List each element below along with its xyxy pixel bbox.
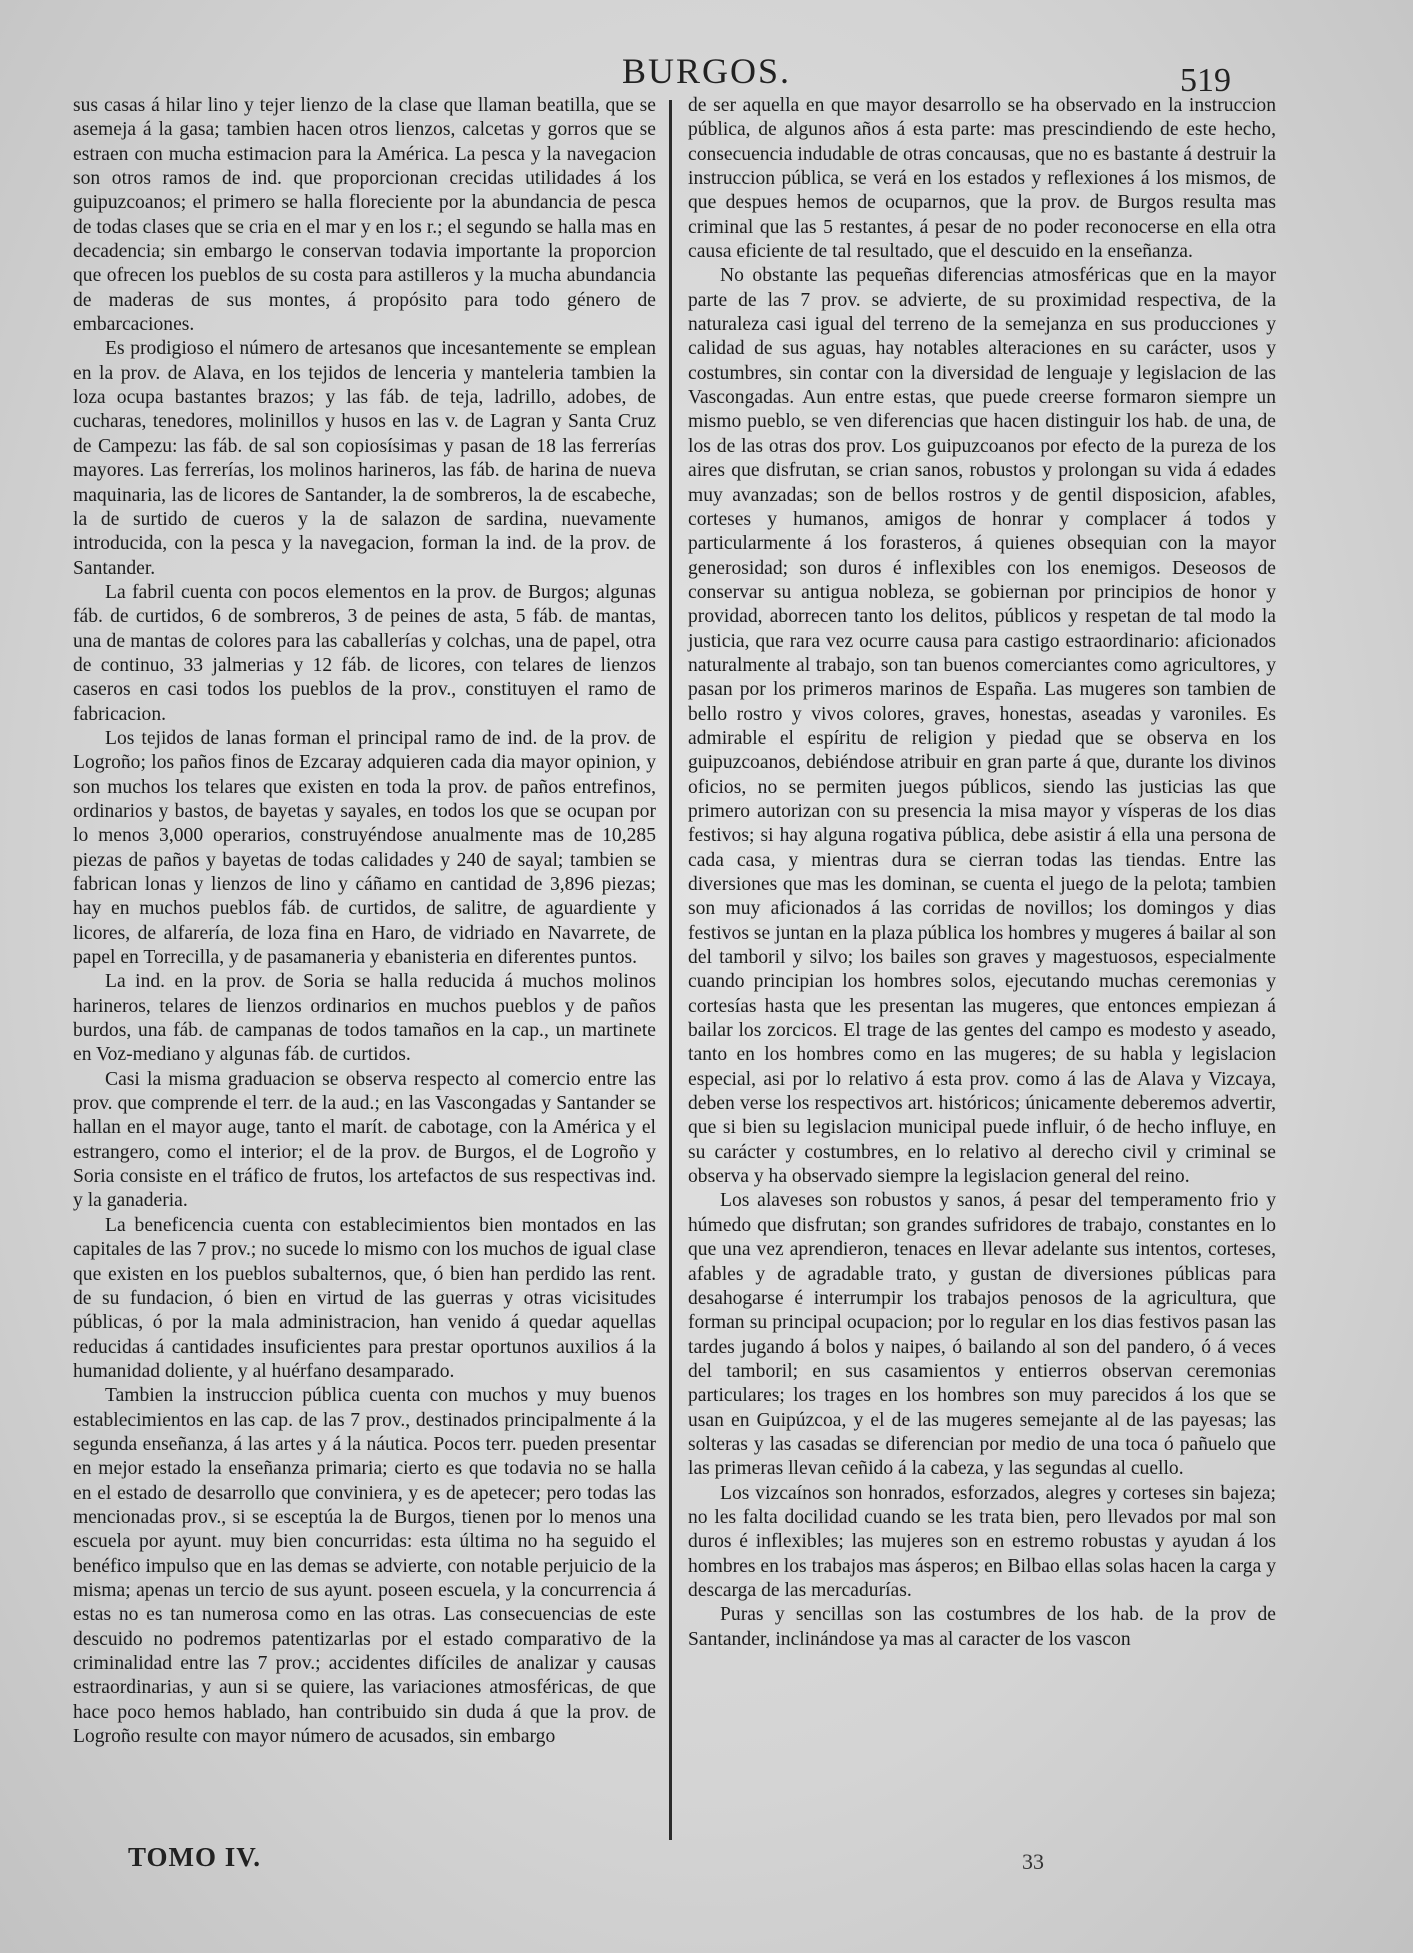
- paragraph: La ind. en la prov. de Soria se halla reducida á muchos molinos harineros, telares de lienzos ordinarios en muchos pueblos y de paños burdos, una fáb. de campanas de todos tamaños en la cap., un martinete en Voz-mediano y algunas fáb. de curtidos.: [73, 971, 656, 1066]
- paragraph: La beneficencia cuenta con establecimientos bien montados en las capitales de las 7 prov.; no sucede lo mismo con los muchos de igual clase que existen en los pueblos subalternos, que, ó bien han perdido las rent. de su fundacion, ó bien en virtud de las guerras y otras vicisitudes públicas, ó por la mala administracion, han venido á quedar aquellas reducidas á cantidades insuficientes para prestar oportunos auxilios á la humanidad doliente, y al huérfano desamparado.: [73, 1214, 656, 1382]
- left-column: [73, 94, 656, 1749]
- paragraph: de ser aquella en que mayor desarrollo se ha observado en la instruccion pública, de algunos años á esta parte: mas prescindiendo de este hecho, consecuencia indudable de otras concausas, que no es bastante á destruir la instruccion pública, se verá en los estados y reflexiones á los mismos, de que despues hemos de ocuparnos, que la prov. de Burgos resulta mas criminal que las 5 restantes, á pesar de no poder reconocerse en ella otra causa eficiente de tal resultado, que el descuido en la enseñanza.: [688, 95, 1276, 263]
- paragraph: Los alaveses son robustos y sanos, á pesar del temperamento frio y húmedo que disfrutan; son grandes sufridores de trabajo, constantes en lo que una vez aprendieron, tenaces en llevar adelante sus intentos, corteses, afables y de agradable trato, y gustan de diversiones públicas para desahogarse é interrumpir los trabajos penosos de la agricultura, que forman su principal ocupacion; por lo regular en los dias festivos pasan las tardes jugando á bolos y naipes, ó bailando al son del pandero, ó á veces del tamboril; en sus casamientos y entierros observan ceremonias particulares; los trages en los hombres son muy parecidos á los que se usan en Guipúzcoa, y el de las mugeres semejante al de las payesas; las solteras y las casadas se diferencian por medio de una toca ó pañuelo que las primeras llevan ceñido á la cabeza, y las segundas al cuello.: [688, 1190, 1276, 1480]
- paragraph: Casi la misma graduacion se observa respecto al comercio entre las prov. que comprende el terr. de la aud.; en las Vascongadas y Santander se hallan en el mayor auge, tanto el marít. de cabotage, con la América y el estrangero, como el interior; el de la prov. de Burgos, el de Logroño y Soria consiste en el tráfico de frutos, los artefactos de sus respectivas ind. y la ganaderia.: [73, 1068, 656, 1212]
- paragraph: Los vizcaínos son honrados, esforzados, alegres y corteses sin bajeza; no les falta docilidad cuando se les trata bien, pero llevados por mal son duros é inflexibles; las mujeres son en estremo robustas y ayudan á los hombres en los trabajos mas ásperos; en Bilbao ellas solas hacen la carga y descarga de las mercadurías.: [688, 1482, 1276, 1601]
- paragraph: Puras y sencillas son las costumbres de los hab. de la prov de Santander, inclinándose ya mas al caracter de los vascon: [688, 1604, 1276, 1650]
- paragraph: No obstante las pequeñas diferencias atmosféricas que en la mayor parte de las 7 prov. se advierte, de su proximidad respectiva, de la naturaleza casi igual del terreno de la semejanza en sus producciones y calidad de sus aguas, hay notables alteraciones en su carácter, usos y costumbres, sin contar con la diversidad de lenguaje y legislacion de las Vascongadas. Aun entre estas, que puede creerse formaron siempre un mismo pueblo, se ven diferencias que hacen distinguir los hab. de una, de los de las otras dos prov. Los guipuzcoanos por efecto de la pureza de los aires que disfrutan, se crian sanos, robustos y prolongan su vida á edades muy avanzadas; son de bellos rostros y de gentil disposicion, afables, corteses y humanos, amigos de honrar y complacer á todos y particularmente á los forasteros, á quienes obsequian con la mayor generosidad; son duros é inflexibles con los enemigos. Deseosos de conservar su antigua nobleza, se gobiernan por principios de honor y providad, aborrecen tanto los delitos, públicos y respetan de tal modo la justicia, que rara vez ocurre causa para castigo estraordinario: aficionados naturalmente al trabajo, son tan buenos comerciantes como agricultores, y pasan por los primeros marinos de España. Las mugeres son tambien de bello rostro y vivos colores, graves, honestas, aseadas y varoniles. Es admirable el espíritu de religion y piedad que se observa en los guipuzcoanos, debiéndose atribuir en gran parte á que, durante los divinos oficios, no se permiten juegos públicos, siendo las justicias las que primero autorizan con su presencia la misa mayor y vísperas de los dias festivos; si hay alguna rogativa pública, debe asistir á ella una persona de cada casa, y mientras dura se cierran todas las tiendas. Entre las diversiones que mas les dominan, se cuenta el juego de la pelota; tambien son muy aficionados á las corridas de novillos; los domingos y dias festivos se juntan en la plaza pública los hombres y mugeres á bailar al son del tamboril y silvo; los bailes son graves y magestuosos, especialmente cuando principian los hombres solos, ejecutando muchas ceremonias y cortesías hasta que les presentan las mugeres, que entonces empiezan á bailar los zorcicos. El trage de las gentes del campo es modesto y aseado, tanto en los hombres como en las mugeres; de su habla y legislacion especial, asi por lo relativo á esta prov. como á las de Alava y Vizcaya, deben verse los respectivos art. históricos; únicamente deberemos advertir, que si bien su legislacion municipal puede influir, ó de hecho influye, en su carácter y costumbres, en lo relativo al derecho civil y criminal se observa y ha observado siempre la legislacion general del reino.: [688, 265, 1276, 1188]
- signature-mark: 33: [1022, 1849, 1044, 1874]
- paragraph: La fabril cuenta con pocos elementos en la prov. de Burgos; algunas fáb. de curtidos, 6 de sombreros, 3 de peines de asta, 5 fáb. de mantas, una de mantas de colores para las caballerías y colchas, una de papel, otra de continuo, 33 jalmerias y 12 fáb. de licores, con telares de lienzos caseros en casi todos los pueblos de la prov., constituyen el ramo de fabricacion.: [73, 581, 656, 725]
- paragraph: sus casas á hilar lino y tejer lienzo de la clase que llaman beatilla, que se asemeja á la gasa; tambien hacen otros lienzos, calcetas y gorros que se estraen con mucha estimacion para la América. La pesca y la navegacion son otros ramos de ind. que proporcionan crecidas utilidades á los guipuzcoanos; el primero se halla floreciente por la abundancia de pesca de todas clases que se cria en el mar y en los r.; el segundo se halla mas en decadencia; sin embargo le conservan todavia importante la proporcion que ofrecen los pueblos de su costa para astilleros y la mucha abundancia de maderas de sus montes, á propósito para todo género de embarcaciones.: [73, 95, 656, 336]
- column-rule: [669, 100, 672, 1840]
- volume-label: TOMO IV.: [128, 1842, 262, 1872]
- paragraph: Es prodigioso el número de artesanos que incesantemente se emplean en la prov. de Alava, en los tejidos de lenceria y manteleria tambien la loza ocupa bastantes brazos; y las fáb. de teja, ladrillo, adobes, de cucharas, tenedores, molinillos y husos en las v. de Lagran y Santa Cruz de Campezu: las fáb. de sal son copiosísimas y pasan de 18 las ferrerías mayores. Las ferrerías, los molinos harineros, las fáb. de harina de nueva maquinaria, las de licores de Santander, la de sombreros, la de escabeche, la de surtido de cueros y la de salazon de sardina, nuevamente introducida, con la pesca y la navegacion, forman la ind. de la prov. de Santander.: [73, 338, 656, 579]
- right-column: [688, 94, 1276, 1652]
- paragraph: Los tejidos de lanas forman el principal ramo de ind. de la prov. de Logroño; los paños finos de Ezcaray adquieren cada dia mayor opinion, y son muchos los telares que existen en toda la prov. de paños entrefinos, ordinarios y bastos, de bayetas y sayales, en todos los que se ocupan por lo menos 3,000 operarios, construyéndose anualmente mas de 10,285 piezas de paños y bayetas de todas calidades y 240 de sayal; tambien se fabrican lonas y lienzos de lino y cáñamo en cantidad de 3,896 piezas; hay en muchos pueblos fáb. de curtidos, de salitre, de aguardiente y licores, de alfarería, de loza fina en Haro, de vidriado en Navarrete, de papel en Torrecilla, y de pasamaneria y ebanisteria en diferentes puntos.: [73, 727, 656, 969]
- paragraph: Tambien la instruccion pública cuenta con muchos y muy buenos establecimientos en las cap. de las 7 prov., destinados principalmente á la segunda enseñanza, á las artes y á la náutica. Pocos terr. pueden presentar en mejor estado la enseñanza primaria; cierto es que todavia no se halla en el estado de desarrollo que conviniera, y es de apetecer; pero todas las mencionadas prov., si se esceptúa la de Burgos, tienen por lo menos una escuela por ayunt. muy bien concurridas: esta última no ha seguido el benéfico impulso que en las demas se advierte, con notable perjuicio de la misma; apenas un tercio de sus ayunt. poseen escuela, y la concurrencia á estas no es tan numerosa como en las otras. Las consecuencias de este descuido no podremos patentizarlas por el estado comparativo de la criminalidad entre las 7 prov.; accidentes difíciles de analizar y causas estraordinarias, y aun si se quiere, las variaciones atmosféricas, de que hace poco hemos hablado, han contribuido sin duda á que la prov. de Logroño resulte con mayor número de acusados, sin embargo: [73, 1385, 656, 1748]
- page-number: 519: [1180, 62, 1231, 99]
- running-title: BURGOS.: [621, 51, 792, 91]
